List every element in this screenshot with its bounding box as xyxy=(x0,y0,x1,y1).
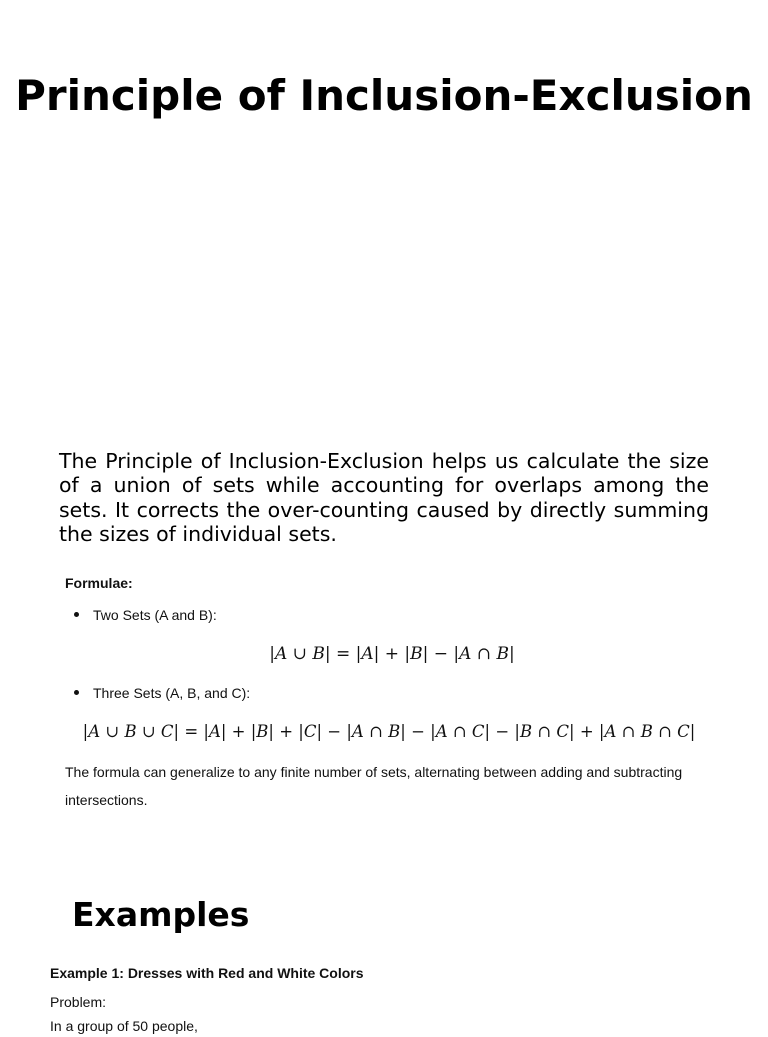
problem-text: In a group of 50 people, xyxy=(50,1018,198,1034)
problem-label: Problem: xyxy=(50,994,107,1010)
formula-two-sets: |A ∪ B| = |A| + |B| − |A ∩ B| xyxy=(269,644,515,664)
bullet-three-sets-label: Three Sets (A, B, and C): xyxy=(93,685,251,701)
formula-three-sets: |A ∪ B ∪ C| = |A| + |B| + |C| − |A ∩ B| − |A ∩ C| − |B ∩ C| + |A ∩ B ∩ C| xyxy=(82,722,696,741)
generalization-note: The formula can generalize to any finite number of sets, alternating between adding and subtracting intersections. xyxy=(65,764,683,808)
bullet-dot-icon xyxy=(74,690,79,695)
bullet-two-sets-label: Two Sets (A and B): xyxy=(93,607,217,623)
bullet-three-sets xyxy=(65,682,705,704)
formulae-heading: Formulae: xyxy=(65,575,133,591)
examples-heading: Examples xyxy=(72,895,250,934)
bullet-two-sets xyxy=(65,604,705,626)
example-1-title: Example 1: Dresses with Red and White Colors xyxy=(50,965,364,981)
page-title: Principle of Inclusion-Exclusion xyxy=(15,71,753,120)
bullet-dot-icon xyxy=(74,612,79,617)
intro-paragraph: The Principle of Inclusion-Exclusion helps us calculate the size of a union of sets while accounting for overlaps among the sets. It corrects the over-counting caused by directly summing the sizes of individual sets. xyxy=(59,449,709,546)
formulae-section xyxy=(65,571,705,814)
